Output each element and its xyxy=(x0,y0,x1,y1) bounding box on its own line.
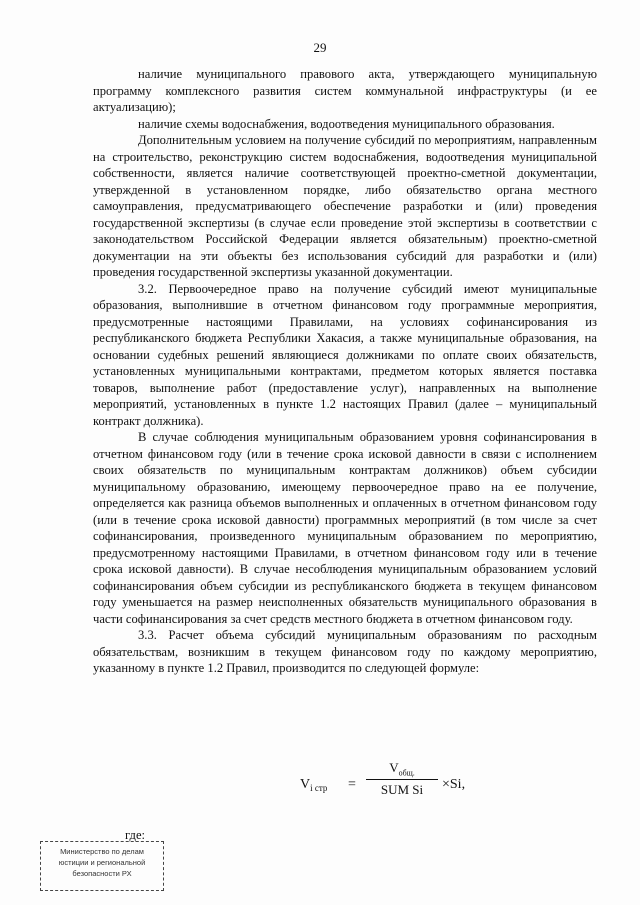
paragraph-6: 3.3. Расчет объема субсидий муниципальным образованиям по расходным обязательствам, возникшим в текущем финансовом году по каждому мероприятию, указанному в пункте 1.2 Правил, производится по следующей формуле: xyxy=(93,628,597,675)
formula-num-main: V xyxy=(389,760,399,775)
paragraph-3: Дополнительным условием на получение субсидий по мероприятиям, направленным на строительство, реконструкцию систем водоснабжения, водоотведения муниципальной собственности, является наличие соответствующей проектно-сметной документации, утвержденной в установленном порядке, либо обязательство органа местного самоуправления, предусматривающего обеспечение разработки и (или) проведения государственной экспертизы (в случае если проведение этой экспертизы в соответствии с законодательством Российской Федерации является обязательным) проектно-сметной документации на эти объекты без использования субсидий для разработки и (или) проведения государственной экспертизы указанной документации. xyxy=(93,133,597,279)
paragraph-5: В случае соблюдения муниципальным образованием уровня софинансирования в отчетном финансовом году (или в течение срока исковой давности в связи с исполнением своих обязательств по муниципальным контрактам должников) объем субсидии муниципальному образованию, имеющему первоочередное право на ее получение, определяется как разница объемов выполненных и оплаченных в отчетном финансовом году (или в течение срока исковой давности) программных мероприятий (в том числе за счет софинансирования, произведенного муниципальным образованием по мероприятию, предусмотренному настоящими Правилами, в отчетном финансовом году или в течение срока исковой давности). В случае несоблюдения муниципальным образованием условий софинансирования объем субсидии из республиканского бюджета в текущем финансовом году уменьшается на размер неисполненных обязательств муниципального образования в части софинансирования за счет средств местного бюджета в отчетном финансовом году. xyxy=(93,430,597,626)
body-text xyxy=(93,66,597,677)
formula-denominator: SUM Si xyxy=(380,781,424,797)
paragraph-4: 3.2. Первоочередное право на получение субсидий имеют муниципальные образования, выполнившие в отчетном финансовом году программные мероприятия, предусмотренные настоящими Правилами, на условиях софинансирования из республиканского бюджета Республики Хакасия, а также муниципальные образования, на основании судебных решений являющиеся должниками по оплате своих обязательств, установленных муниципальными контрактами, предметом которых является поставка товаров, выполнение работ (предоставление услуг), направленных на выполнение мероприятий, установленных в пункте 1.2 настоящих Правил (далее – муниципальный контракт должника). xyxy=(93,281,597,428)
formula-fraction xyxy=(362,760,442,798)
formula-lhs-sub: i стр xyxy=(310,783,328,793)
formula-lhs xyxy=(300,777,327,793)
formula-equals: = xyxy=(348,777,356,792)
formula-num-sub: общ. xyxy=(398,768,415,778)
registration-stamp xyxy=(40,841,164,891)
page-number: 29 xyxy=(313,40,327,55)
paragraph-1: наличие муниципального правового акта, утверждающего муниципальную программу комплексного развития систем коммунальной инфраструктуры (и ее актуализацию); xyxy=(93,67,597,114)
subsidy-formula xyxy=(300,756,500,816)
where-label: где: xyxy=(125,828,146,842)
formula-numerator xyxy=(362,760,442,779)
stamp-line-2: юстиции и региональной xyxy=(58,858,146,867)
stamp-line-1: Министерство по делам xyxy=(60,847,144,856)
stamp-line-3: безопасности РХ xyxy=(72,869,132,878)
formula-rhs: ×Si, xyxy=(442,777,466,792)
paragraph-2: наличие схемы водоснабжения, водоотведения муниципального образования. xyxy=(138,116,555,131)
formula-lhs-main: V xyxy=(300,777,311,792)
